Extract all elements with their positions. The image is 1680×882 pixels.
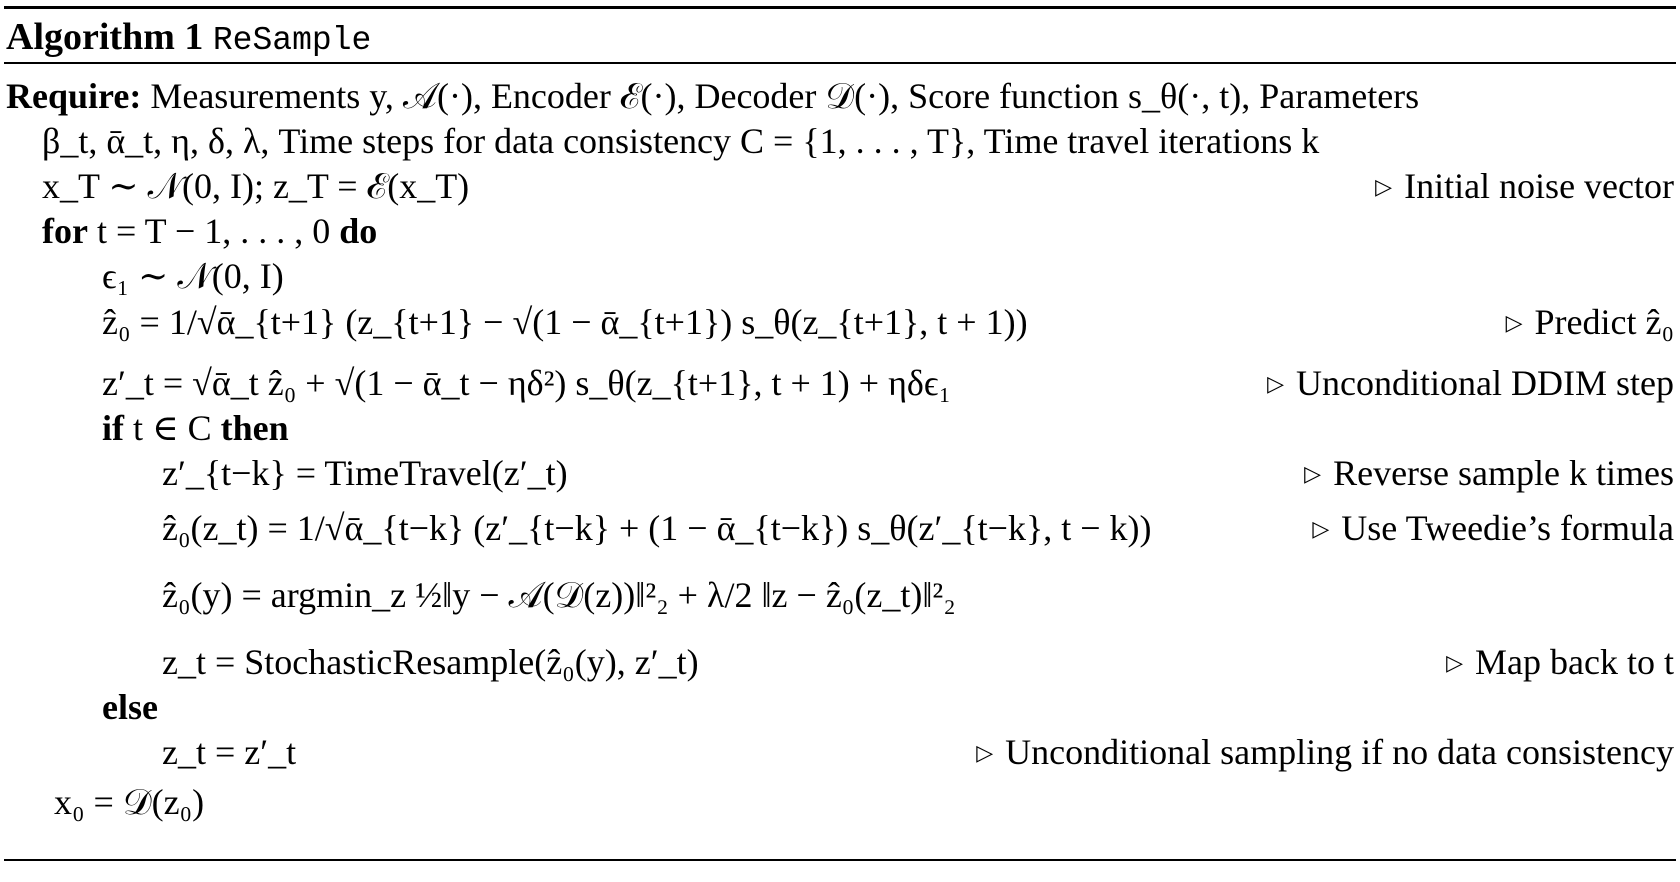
algo-line-if: [4, 404, 1674, 452]
decode-text: x₀ = 𝒟(z₀): [54, 782, 205, 822]
argmin-text: ẑ₀(y) = argmin_z ½‖y − 𝒜(𝒟(z))‖²₂ + λ/2 ‖z − ẑ₀(z_t)‖²₂: [162, 575, 956, 615]
require-keyword: Require:: [6, 76, 142, 116]
predict-comment: [1506, 298, 1674, 351]
noise-text: ϵ₁ ∼ 𝒩(0, I): [102, 256, 284, 296]
resample-comment-text: Map back to t: [1475, 642, 1674, 682]
predict-text: ẑ₀ = 1/√ᾱ_{t+1} (z_{t+1} − √(1 − ᾱ_{t+1}) s_θ(z_{t+1}, t + 1)): [102, 302, 1028, 342]
triangle-icon: ▷: [1375, 174, 1393, 199]
triangle-icon: ▷: [1505, 310, 1523, 335]
algo-line-argmin: [4, 571, 1674, 619]
ddim-text: z′_t = √ᾱ_t ẑ₀ + √(1 − ᾱ_t − ηδ²) s_θ(z_{t+1}, t + 1) + ηδϵ₁: [102, 363, 951, 403]
unconditional-comment-text: Unconditional sampling if no data consistency: [1005, 732, 1674, 772]
unconditional-text: z_t = z′_t: [162, 732, 297, 772]
init-text: x_T ∼ 𝒩(0, I); z_T = ℰ(x_T): [42, 166, 470, 206]
algo-line-init: [4, 162, 1674, 210]
triangle-icon: ▷: [1267, 371, 1285, 396]
algo-line-tweedie: [4, 504, 1674, 552]
require-text: Measurements y, 𝒜(·), Encoder ℰ(·), Decoder 𝒟(·), Score function s_θ(·, t), Parameters: [150, 76, 1420, 116]
algo-line-params: [4, 117, 1674, 165]
header-rule: [4, 62, 1676, 64]
timetravel-text: z′_{t−k} = TimeTravel(z′_t): [162, 453, 568, 493]
params-text: β_t, ᾱ_t, η, δ, λ, Time steps for data consistency C = {1, . . . , T}, Time travel iterations k: [42, 121, 1320, 161]
bottom-rule: [4, 859, 1676, 861]
algorithm-box: [4, 6, 1676, 870]
tweedie-comment: [1312, 504, 1674, 557]
top-rule: [4, 6, 1676, 9]
for-keyword: for: [42, 211, 88, 251]
else-keyword: else: [102, 687, 158, 727]
algo-line-else: [4, 683, 1674, 731]
triangle-icon: ▷: [976, 740, 994, 765]
algo-line-noise: [4, 252, 1674, 300]
if-text: t ∈ C: [133, 408, 212, 448]
if-keyword: if: [102, 408, 124, 448]
algorithm-name: ReSample: [212, 22, 372, 59]
do-keyword: do: [339, 211, 378, 251]
algo-line-for: [4, 207, 1674, 255]
triangle-icon: ▷: [1312, 516, 1330, 541]
tweedie-comment-text: Use Tweedie’s formula: [1341, 508, 1674, 548]
unconditional-comment: [976, 728, 1674, 781]
init-comment-text: Initial noise vector: [1404, 166, 1674, 206]
timetravel-comment-text: Reverse sample k times: [1333, 453, 1674, 493]
predict-comment-text: Predict ẑ₀: [1534, 302, 1674, 342]
algo-line-decode: [4, 778, 1674, 826]
ddim-comment-text: Unconditional DDIM step: [1296, 363, 1674, 403]
resample-text: z_t = StochasticResample(ẑ₀(y), z′_t): [162, 642, 699, 682]
algorithm-label: Algorithm 1: [6, 16, 204, 58]
tweedie-text: ẑ₀(z_t) = 1/√ᾱ_{t−k} (z′_{t−k} + (1 − ᾱ_{t−k}) s_θ(z′_{t−k}, t − k)): [162, 508, 1152, 548]
timetravel-comment: [1304, 449, 1674, 502]
algo-line-require: [4, 72, 1674, 120]
algorithm-header: [6, 14, 371, 64]
algo-line-ddim: [4, 359, 1674, 407]
algo-line-unconditional: [4, 728, 1674, 776]
algo-line-resample: [4, 638, 1674, 686]
algo-line-predict: [4, 298, 1674, 346]
for-text: t = T − 1, . . . , 0: [96, 211, 331, 251]
triangle-icon: ▷: [1446, 650, 1464, 675]
triangle-icon: ▷: [1304, 461, 1322, 486]
then-keyword: then: [220, 408, 289, 448]
algo-line-timetravel: [4, 449, 1674, 497]
